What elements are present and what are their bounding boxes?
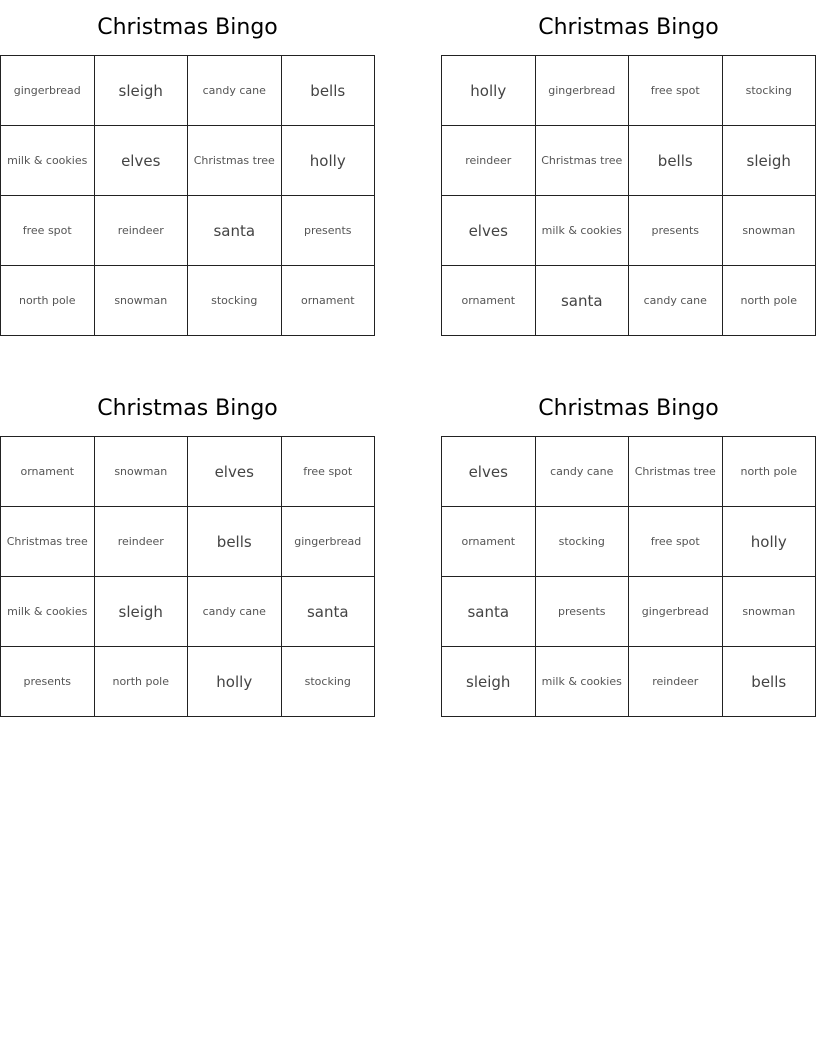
bingo-cell: free spot: [629, 56, 723, 126]
bingo-cell: candy cane: [188, 577, 282, 647]
bingo-cell: north pole: [723, 437, 816, 507]
bingo-cell: Christmas tree: [536, 126, 630, 196]
bingo-cell: santa: [282, 577, 376, 647]
bingo-grid: [441, 436, 816, 717]
bingo-card: [0, 0, 375, 336]
bingo-cell: santa: [442, 577, 536, 647]
bingo-cell: presents: [536, 577, 630, 647]
card-title: Christmas Bingo: [97, 15, 278, 40]
bingo-cell: stocking: [188, 266, 282, 336]
bingo-cell: north pole: [95, 647, 189, 717]
bingo-cell: elves: [188, 437, 282, 507]
bingo-cell: ornament: [442, 266, 536, 336]
bingo-cell: stocking: [282, 647, 376, 717]
bingo-cell: reindeer: [95, 196, 189, 266]
bingo-cell: Christmas tree: [1, 507, 95, 577]
card-title: Christmas Bingo: [538, 396, 719, 421]
bingo-cell: milk & cookies: [1, 126, 95, 196]
bingo-cell: presents: [629, 196, 723, 266]
bingo-cell: bells: [723, 647, 816, 717]
bingo-cell: snowman: [95, 437, 189, 507]
bingo-cell: presents: [1, 647, 95, 717]
bingo-cell: santa: [188, 196, 282, 266]
bingo-cell: ornament: [442, 507, 536, 577]
bingo-cell: gingerbread: [1, 56, 95, 126]
bingo-card: [441, 0, 816, 336]
card-title: Christmas Bingo: [97, 396, 278, 421]
bingo-cell: north pole: [723, 266, 816, 336]
bingo-cell: holly: [188, 647, 282, 717]
bingo-cell: gingerbread: [629, 577, 723, 647]
bingo-cell: bells: [282, 56, 376, 126]
bingo-cell: elves: [442, 437, 536, 507]
bingo-cell: elves: [95, 126, 189, 196]
bingo-grid: [441, 55, 816, 336]
bingo-cell: holly: [723, 507, 816, 577]
bingo-cell: gingerbread: [282, 507, 376, 577]
bingo-cell: sleigh: [95, 577, 189, 647]
bingo-card: [0, 381, 375, 717]
bingo-cell: snowman: [95, 266, 189, 336]
bingo-cell: reindeer: [95, 507, 189, 577]
bingo-cell: milk & cookies: [1, 577, 95, 647]
bingo-cell: reindeer: [629, 647, 723, 717]
bingo-cell: ornament: [282, 266, 376, 336]
bingo-cell: holly: [442, 56, 536, 126]
bingo-cell: free spot: [1, 196, 95, 266]
bingo-cell: north pole: [1, 266, 95, 336]
bingo-cell: stocking: [723, 56, 816, 126]
bingo-cell: milk & cookies: [536, 647, 630, 717]
bingo-cell: reindeer: [442, 126, 536, 196]
bingo-cell: milk & cookies: [536, 196, 630, 266]
bingo-cell: sleigh: [442, 647, 536, 717]
bingo-cell: Christmas tree: [188, 126, 282, 196]
bingo-grid: [0, 55, 375, 336]
bingo-cell: sleigh: [723, 126, 816, 196]
bingo-cell: stocking: [536, 507, 630, 577]
bingo-cell: sleigh: [95, 56, 189, 126]
bingo-cell: bells: [188, 507, 282, 577]
bingo-grid: [0, 436, 375, 717]
card-title: Christmas Bingo: [538, 15, 719, 40]
bingo-cell: snowman: [723, 196, 816, 266]
bingo-cell: snowman: [723, 577, 816, 647]
bingo-cell: holly: [282, 126, 376, 196]
bingo-cell: ornament: [1, 437, 95, 507]
bingo-cell: Christmas tree: [629, 437, 723, 507]
bingo-cell: gingerbread: [536, 56, 630, 126]
bingo-cell: santa: [536, 266, 630, 336]
bingo-cell: free spot: [629, 507, 723, 577]
bingo-cell: candy cane: [536, 437, 630, 507]
bingo-cell: candy cane: [188, 56, 282, 126]
bingo-cell: free spot: [282, 437, 376, 507]
bingo-cell: elves: [442, 196, 536, 266]
bingo-cell: bells: [629, 126, 723, 196]
bingo-cell: candy cane: [629, 266, 723, 336]
bingo-cell: presents: [282, 196, 376, 266]
bingo-card: [441, 381, 816, 717]
